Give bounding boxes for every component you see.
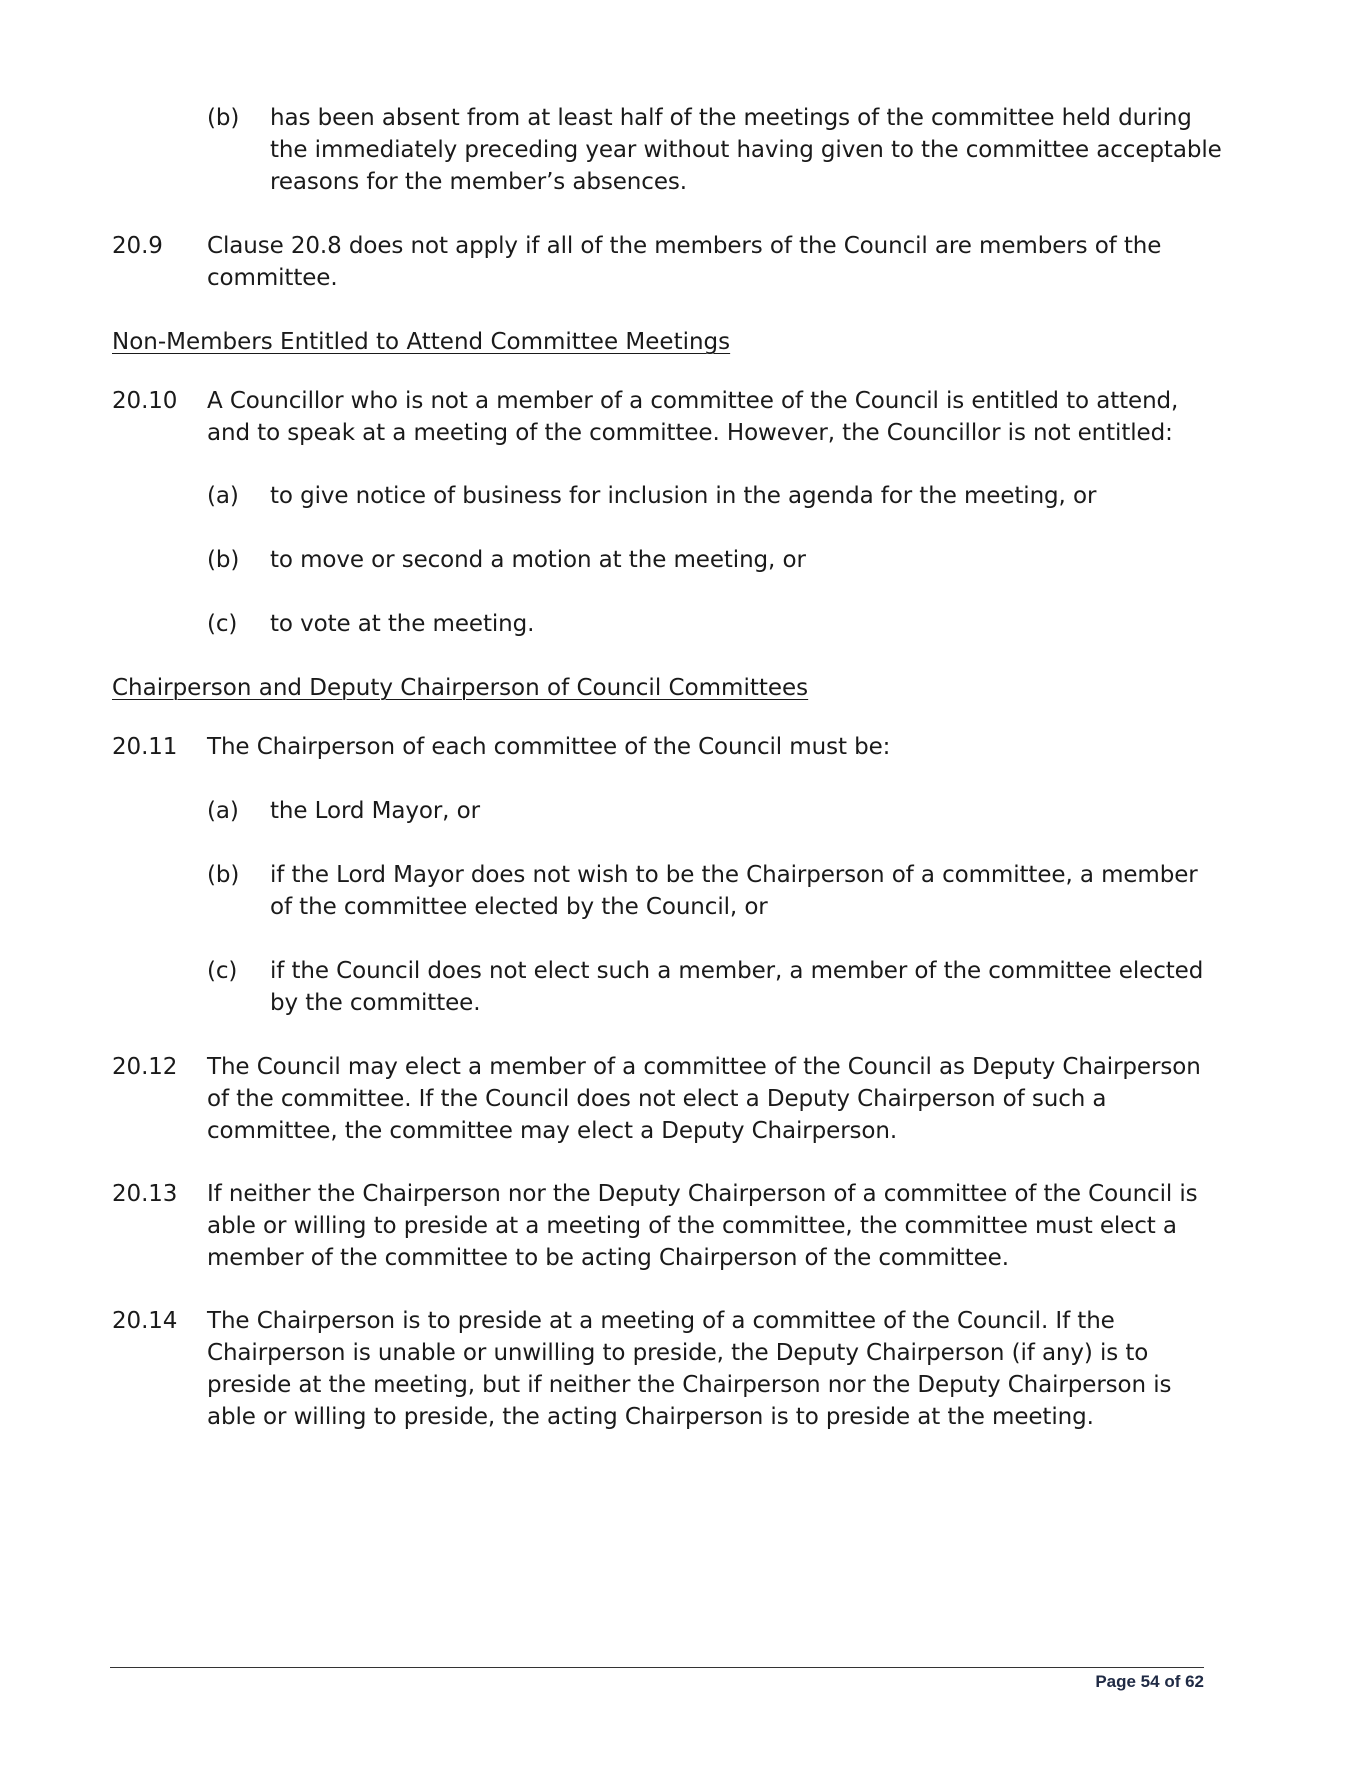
sub-item-label: (a) bbox=[207, 798, 239, 824]
sub-item-text: if the Council does not elect such a member, a member of the committee elected by the committee. bbox=[270, 958, 1204, 1016]
sub-item-label: (a) bbox=[207, 483, 239, 509]
sub-item-text: has been absent from at least half of the meetings of the committee held during the immediately preceding year without having given to the committee acceptable reasons for the member’s absences. bbox=[270, 105, 1222, 195]
clause-number: 20.14 bbox=[112, 1308, 178, 1334]
clause-text: The Council may elect a member of a committee of the Council as Deputy Chairperson of the committee. If the Council does not elect a Deputy Chairperson of such a committee, the committee may elect a Deputy Chairperson. bbox=[207, 1054, 1201, 1144]
sub-item-label: (b) bbox=[207, 862, 240, 888]
section-heading-chairperson: Chairperson and Deputy Chairperson of Council Committees bbox=[112, 675, 809, 701]
sub-item-label: (b) bbox=[207, 105, 240, 131]
page-number: Page 54 of 62 bbox=[1095, 1672, 1204, 1691]
clause-number: 20.13 bbox=[112, 1181, 178, 1207]
clause-number: 20.10 bbox=[112, 388, 178, 414]
clause-text: A Councillor who is not a member of a committee of the Council is entitled to attend, and to speak at a meeting of the committee. However, the Councillor is not entitled: bbox=[207, 388, 1179, 446]
sub-item-label: (c) bbox=[207, 958, 238, 984]
clause-text: If neither the Chairperson nor the Deputy Chairperson of a committee of the Council is able or willing to preside at a meeting of the committee, the committee must elect a member of the committee to be acting Chairperson of the committee. bbox=[207, 1181, 1198, 1271]
sub-item-text: the Lord Mayor, or bbox=[270, 798, 480, 824]
clause-text: Clause 20.8 does not apply if all of the members of the Council are members of the committee. bbox=[207, 233, 1162, 291]
footer-divider bbox=[110, 1667, 1204, 1668]
sub-item-text: to move or second a motion at the meeting, or bbox=[270, 547, 806, 573]
sub-item-text: to give notice of business for inclusion in the agenda for the meeting, or bbox=[270, 483, 1097, 509]
sub-item-label: (b) bbox=[207, 547, 240, 573]
clause-number: 20.12 bbox=[112, 1054, 178, 1080]
clause-number: 20.11 bbox=[112, 734, 178, 760]
sub-item-text: if the Lord Mayor does not wish to be the Chairperson of a committee, a member of the committee elected by the Council, or bbox=[270, 862, 1198, 920]
clause-text: The Chairperson is to preside at a meeting of a committee of the Council. If the Chairperson is unable or unwilling to preside, the Deputy Chairperson (if any) is to preside at the meeting, but if neither the Chairperson nor the Deputy Chairperson is able or willing to preside, the acting Chairperson is to preside at the meeting. bbox=[207, 1308, 1172, 1430]
clause-number: 20.9 bbox=[112, 233, 163, 259]
sub-item-label: (c) bbox=[207, 611, 238, 637]
clause-text: The Chairperson of each committee of the Council must be: bbox=[207, 734, 891, 760]
section-heading-non-members: Non-Members Entitled to Attend Committee Meetings bbox=[112, 329, 731, 355]
sub-item-text: to vote at the meeting. bbox=[270, 611, 535, 637]
